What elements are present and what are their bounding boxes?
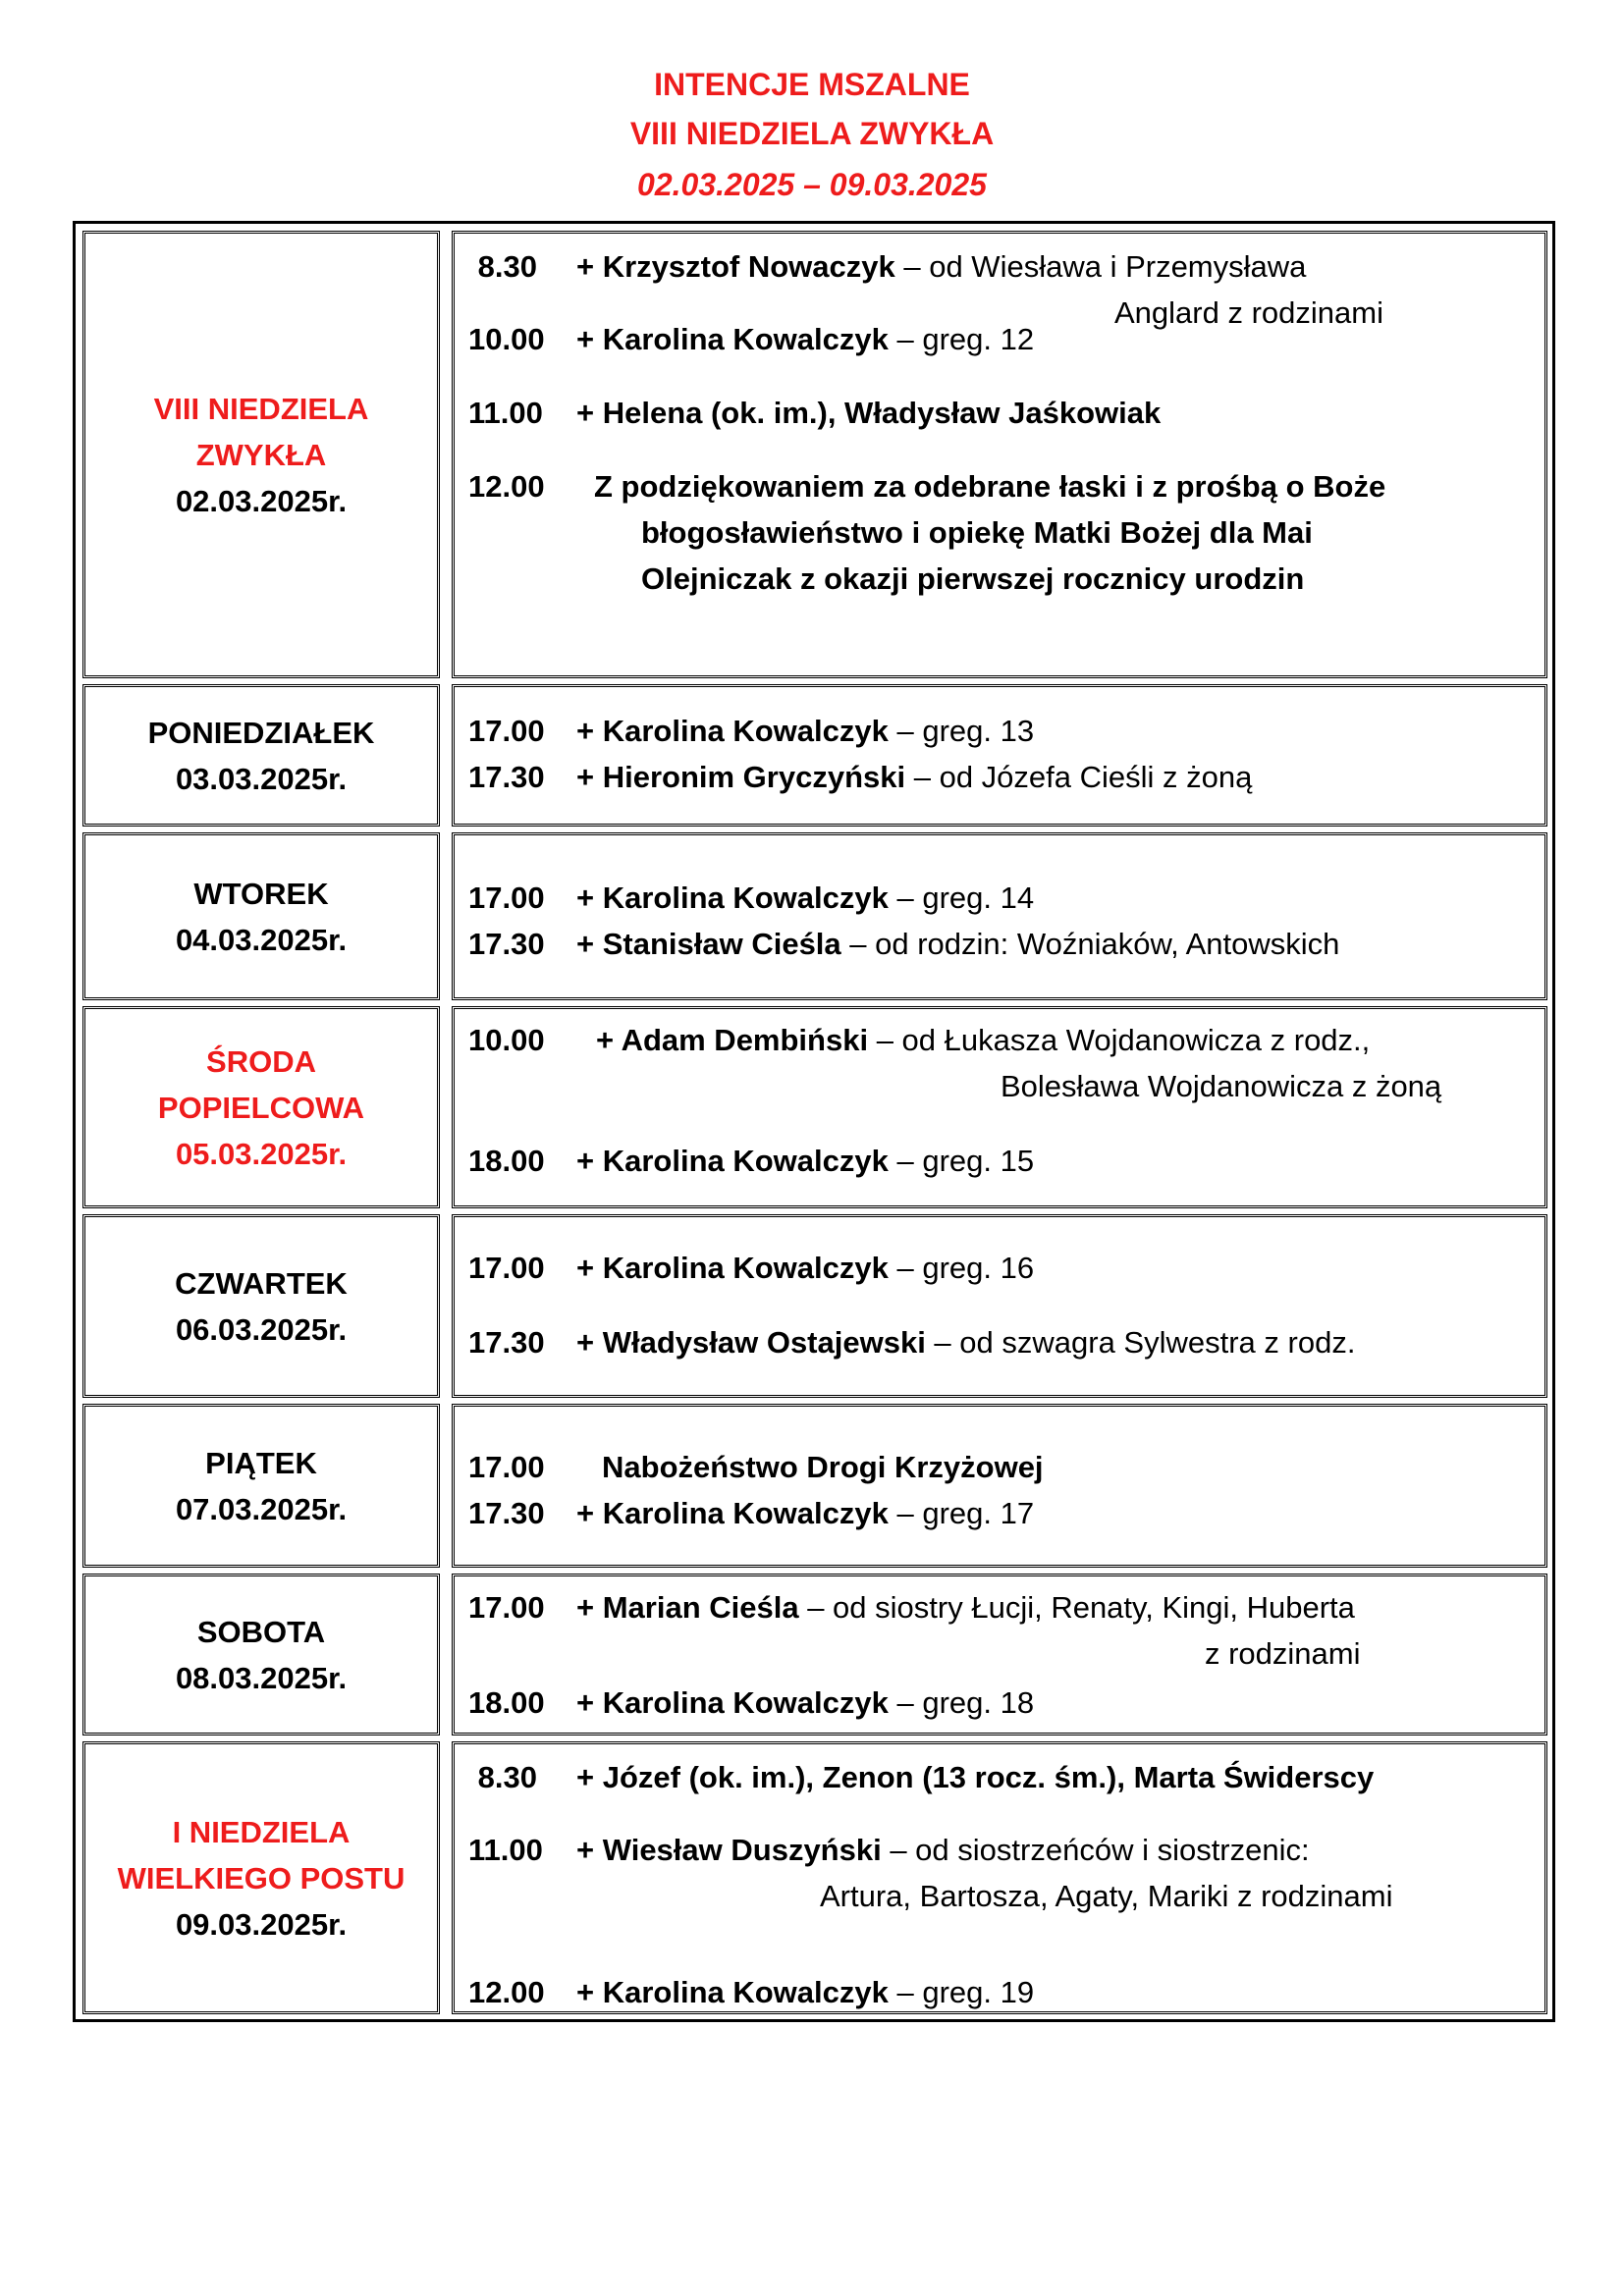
mass-time: 17.30	[468, 760, 545, 794]
intention-name: + Hieronim Gryczyński	[576, 760, 906, 794]
intention-detail: – od szwagra Sylwestra z rodz.	[925, 1325, 1356, 1360]
mass-entry	[455, 1490, 1544, 1536]
mass-intention	[576, 754, 1533, 800]
intention-detail: – od Łukasza Wojdanowicza z rodz.,	[868, 1023, 1371, 1057]
day-cell	[82, 832, 440, 1000]
mass-intention	[576, 1490, 1533, 1536]
intention-name: Z podziękowaniem za odebrane łaski i z prośbą o Boże	[594, 469, 1386, 504]
mass-entry	[455, 1245, 1544, 1291]
mass-intention	[576, 1319, 1533, 1365]
intention-continuation: Olejniczak z okazji pierwszej rocznicy urodzin	[641, 561, 1305, 596]
day-date: 03.03.2025r.	[175, 761, 348, 796]
mass-entry	[455, 1319, 1544, 1365]
day-date: 04.03.2025r.	[175, 922, 348, 957]
mass-intention	[576, 1584, 1533, 1630]
mass-entry	[455, 1680, 1544, 1726]
mass-time: 8.30	[477, 249, 537, 284]
mass-entry	[455, 708, 1544, 754]
mass-entry	[455, 1969, 1544, 2015]
mass-intention	[576, 1680, 1533, 1726]
mass-time: 17.30	[468, 1325, 545, 1360]
mass-intention	[576, 708, 1533, 754]
intention-name: + Władysław Ostajewski	[576, 1325, 926, 1360]
mass-entry	[455, 875, 1544, 921]
mass-intention	[602, 1444, 1533, 1490]
intention-name: + Krzysztof Nowaczyk	[576, 249, 895, 284]
day-row	[82, 231, 1545, 678]
day-cell	[82, 1006, 440, 1208]
mass-intention	[576, 875, 1533, 921]
mass-entry	[455, 1138, 1544, 1184]
mass-entry	[455, 1017, 1544, 1063]
intention-detail: – greg. 12	[888, 322, 1035, 356]
document-subtitle: VIII NIEDZIELA ZWYKŁA	[629, 116, 995, 151]
mass-intention	[576, 1969, 1533, 2015]
day-name: VIII NIEDZIELA	[153, 391, 369, 426]
intention-continuation: Artura, Bartosza, Agaty, Mariki z rodzinami	[820, 1879, 1393, 1913]
mass-intention	[576, 921, 1533, 967]
intention-name: + Karolina Kowalczyk	[576, 714, 889, 748]
intention-name: + Karolina Kowalczyk	[576, 1496, 889, 1530]
mass-time: 10.00	[468, 322, 545, 356]
mass-intention	[576, 1827, 1533, 1873]
mass-entry	[455, 1584, 1544, 1630]
day-row	[82, 1404, 1545, 1568]
day-name: WTOREK	[193, 876, 329, 911]
mass-time: 18.00	[468, 1144, 545, 1178]
intention-detail: – greg. 15	[888, 1144, 1035, 1178]
mass-entry	[455, 1754, 1544, 1800]
mass-list	[452, 832, 1547, 1000]
day-date: 06.03.2025r.	[175, 1311, 348, 1347]
intention-name: + Karolina Kowalczyk	[576, 1144, 889, 1178]
mass-intention	[576, 316, 1533, 362]
mass-time: 17.00	[468, 1450, 545, 1484]
mass-time: 18.00	[468, 1685, 545, 1720]
mass-time: 10.00	[468, 1023, 545, 1057]
mass-entry	[455, 243, 1544, 290]
mass-list	[452, 1404, 1547, 1568]
intention-name: + Marian Cieśla	[576, 1590, 799, 1625]
day-row	[82, 1006, 1545, 1208]
day-date: 07.03.2025r.	[175, 1491, 348, 1526]
intention-name: + Karolina Kowalczyk	[576, 1685, 889, 1720]
day-cell	[82, 1214, 440, 1398]
intention-name: + Karolina Kowalczyk	[576, 1975, 889, 2009]
day-name: ŚRODA	[206, 1043, 316, 1079]
intention-detail: – greg. 18	[888, 1685, 1035, 1720]
mass-intention	[576, 390, 1533, 436]
mass-list	[452, 684, 1547, 827]
intention-detail: – greg. 14	[888, 881, 1035, 915]
intention-detail: – od Wiesława i Przemysława	[894, 249, 1307, 284]
mass-intention	[596, 1017, 1533, 1063]
day-row	[82, 1214, 1545, 1398]
mass-entry	[455, 921, 1544, 967]
mass-time: 11.00	[468, 1833, 543, 1867]
mass-list	[452, 1214, 1547, 1398]
intention-continuation: Bolesława Wojdanowicza z żoną	[1001, 1069, 1442, 1103]
intention-name: Nabożeństwo Drogi Krzyżowej	[602, 1450, 1044, 1484]
day-row	[82, 832, 1545, 1000]
intention-name: + Józef (ok. im.), Zenon (13 rocz. śm.), Marta Świderscy	[576, 1760, 1375, 1794]
intention-name: + Karolina Kowalczyk	[576, 881, 889, 915]
mass-time: 11.00	[468, 396, 543, 430]
mass-time: 17.00	[468, 881, 545, 915]
mass-entry	[455, 463, 1544, 509]
mass-entry	[455, 754, 1544, 800]
intention-name: + Stanisław Cieśla	[576, 927, 841, 961]
intention-name: + Karolina Kowalczyk	[576, 1251, 889, 1285]
day-row	[82, 1741, 1545, 2014]
intention-detail: – greg. 19	[888, 1975, 1035, 2009]
intention-detail: – greg. 13	[888, 714, 1035, 748]
day-name: SOBOTA	[196, 1614, 326, 1649]
day-date: 02.03.2025r.	[175, 483, 348, 518]
intention-detail: – greg. 17	[888, 1496, 1035, 1530]
day-cell	[82, 1741, 440, 2014]
day-date: 09.03.2025r.	[175, 1906, 348, 1942]
mass-time: 12.00	[468, 469, 545, 504]
day-name: PIĄTEK	[205, 1445, 317, 1480]
day-date: 05.03.2025r.	[175, 1136, 348, 1171]
intention-name: + Helena (ok. im.), Władysław Jaśkowiak	[576, 396, 1162, 430]
mass-list	[452, 1741, 1547, 2014]
intention-detail: – od rodzin: Woźniaków, Antowskich	[840, 927, 1340, 961]
mass-entry	[455, 390, 1544, 436]
document-title: INTENCJE MSZALNE	[654, 67, 970, 102]
mass-intention	[576, 243, 1533, 290]
day-row	[82, 1574, 1545, 1735]
day-name: ZWYKŁA	[195, 437, 327, 472]
intention-continuation: Anglard z rodzinami	[1114, 295, 1383, 330]
day-date: 08.03.2025r.	[175, 1660, 348, 1695]
day-cell	[82, 1574, 440, 1735]
mass-list	[452, 231, 1547, 678]
mass-time: 17.30	[468, 1496, 545, 1530]
mass-list	[452, 1006, 1547, 1208]
intention-name: + Adam Dembiński	[596, 1023, 869, 1057]
day-cell	[82, 231, 440, 678]
day-name: CZWARTEK	[175, 1265, 348, 1301]
mass-entry	[455, 316, 1544, 362]
intention-continuation: z rodzinami	[1205, 1636, 1361, 1671]
day-name: WIELKIEGO POSTU	[117, 1860, 406, 1896]
day-name: I NIEDZIELA	[172, 1814, 351, 1849]
mass-time: 17.00	[468, 1590, 545, 1625]
intention-detail: – od siostry Łucji, Renaty, Kingi, Huberta	[798, 1590, 1355, 1625]
intention-detail: – od Józefa Cieśli z żoną	[905, 760, 1253, 794]
day-cell	[82, 1404, 440, 1568]
day-row	[82, 684, 1545, 827]
mass-time: 12.00	[468, 1975, 545, 2009]
mass-intention	[576, 1245, 1533, 1291]
intention-detail: – od siostrzeńców i siostrzenic:	[881, 1833, 1310, 1867]
day-name: PONIEDZIAŁEK	[147, 715, 375, 750]
mass-time: 17.00	[468, 1251, 545, 1285]
mass-intention	[594, 463, 1533, 509]
mass-time: 17.00	[468, 714, 545, 748]
document-date-range: 02.03.2025 – 09.03.2025	[637, 167, 987, 202]
mass-intention	[576, 1138, 1533, 1184]
intention-name: + Wiesław Duszyński	[576, 1833, 882, 1867]
intention-detail: – greg. 16	[888, 1251, 1035, 1285]
intention-name: + Karolina Kowalczyk	[576, 322, 889, 356]
intention-continuation: błogosławieństwo i opiekę Matki Bożej dla Mai	[641, 515, 1313, 550]
mass-entry	[455, 1444, 1544, 1490]
mass-time: 8.30	[477, 1760, 537, 1794]
day-name: POPIELCOWA	[157, 1090, 365, 1125]
mass-list	[452, 1574, 1547, 1735]
mass-time: 17.30	[468, 927, 545, 961]
mass-entry	[455, 1827, 1544, 1873]
day-cell	[82, 684, 440, 827]
mass-intention	[576, 1754, 1533, 1800]
